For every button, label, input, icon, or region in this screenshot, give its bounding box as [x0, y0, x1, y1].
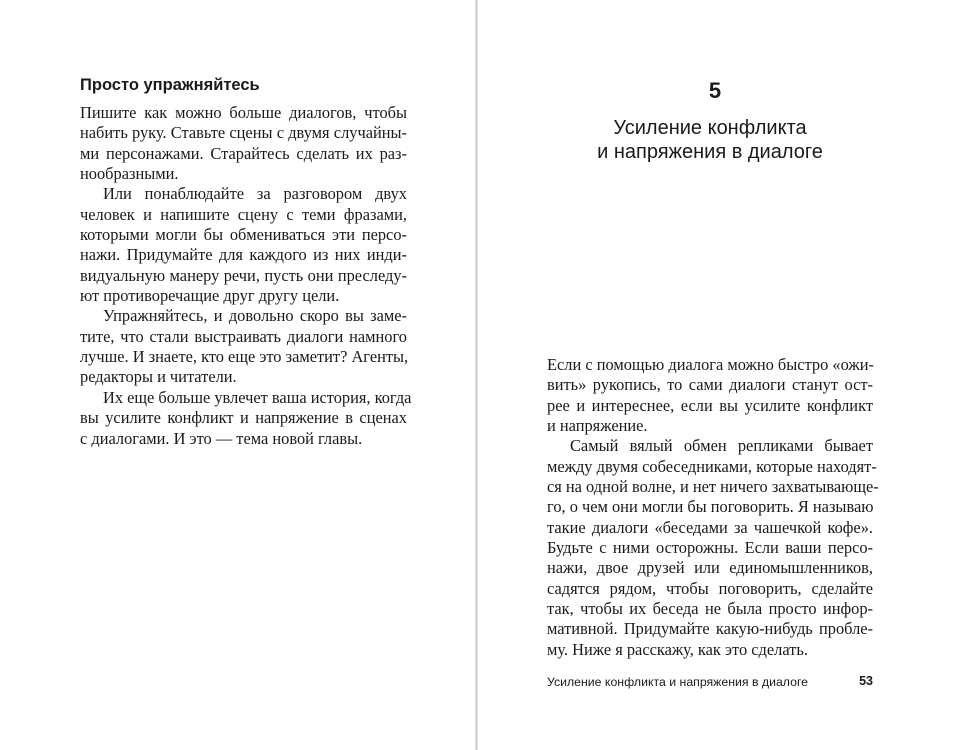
text-line: го, о чем они могли бы поговорить. Я называю	[547, 497, 874, 517]
text-line: и напряжение.	[547, 416, 648, 436]
text-line: человек и напишите сцену с теми фразами,	[80, 204, 407, 224]
chapter-title-line: Усиление конфликта	[613, 117, 807, 139]
right-body-text	[547, 355, 879, 660]
left-body-text	[80, 103, 412, 449]
text-line: Или понаблюдайте за разговором двух	[103, 184, 407, 204]
text-line: Их еще больше увлечет ваша история, когда	[103, 387, 412, 407]
text-line: Будьте с ними осторожны. Если ваши персо-	[547, 538, 873, 558]
text-line: вы усилите конфликт и напряжение в сценах	[80, 408, 407, 428]
text-line: лучше. И знаете, кто еще это заметит? Агенты,	[80, 347, 409, 367]
left-page	[0, 0, 476, 750]
text-line: вить» рукопись, то сами диалоги станут ост-	[547, 375, 873, 395]
book-gutter	[475, 0, 478, 750]
section-heading: Просто упражняйтесь	[80, 76, 260, 94]
text-line: нажи, двое друзей или единомышленников,	[547, 558, 873, 578]
text-line: нообразными.	[80, 164, 179, 184]
text-line: редакторы и читатели.	[80, 367, 237, 387]
chapter-number: 5	[708, 78, 722, 103]
text-line: Пишите как можно больше диалогов, чтобы	[80, 103, 407, 122]
text-line: тите, что стали выстраивать диалоги намного	[80, 326, 407, 346]
text-line: му. Ниже я расскажу, как это сделать.	[547, 639, 808, 659]
text-line: мативной. Придумайте какую-нибудь пробле-	[547, 619, 873, 639]
text-line: нажи. Придумайте для каждого из них инди-	[80, 245, 407, 265]
text-line: такие диалоги «беседами за чашечкой кофе».	[547, 517, 873, 537]
text-line: видуальную манеру речи, пусть они преследу-	[80, 265, 407, 285]
running-head: Усиление конфликта и напряжения в диалоге	[547, 675, 809, 689]
text-line: с диалогами. И это — тема новой главы.	[80, 428, 363, 448]
text-line: так, чтобы их беседа не была просто инфор-	[547, 599, 873, 619]
text-line: набить руку. Ставьте сцены с двумя случайны-	[80, 123, 407, 143]
text-line: садятся рядом, чтобы поговорить, сделайте	[547, 578, 873, 598]
text-line: ют противоречащие друг другу цели.	[80, 286, 340, 306]
text-line: ся на одной волне, и нет ничего захватывающе-	[547, 477, 879, 497]
page-number: 53	[859, 674, 873, 688]
chapter-title-line: и напряжения в диалоге	[597, 141, 823, 163]
text-line: Упражняйтесь, и довольно скоро вы заме-	[103, 306, 407, 326]
chapter-title	[547, 116, 873, 164]
text-line: Самый вялый обмен репликами бывает	[570, 436, 873, 456]
text-line: между двумя собеседниками, которые находят-	[547, 456, 877, 476]
text-line: которыми могли бы обмениваться эти персо-	[80, 225, 407, 245]
text-line: Если с помощью диалога можно быстро «ожи-	[547, 355, 874, 374]
text-line: рее и интереснее, если вы усилите конфликт	[547, 395, 873, 415]
text-line: ми персонажами. Старайтесь сделать их раз-	[80, 143, 407, 163]
